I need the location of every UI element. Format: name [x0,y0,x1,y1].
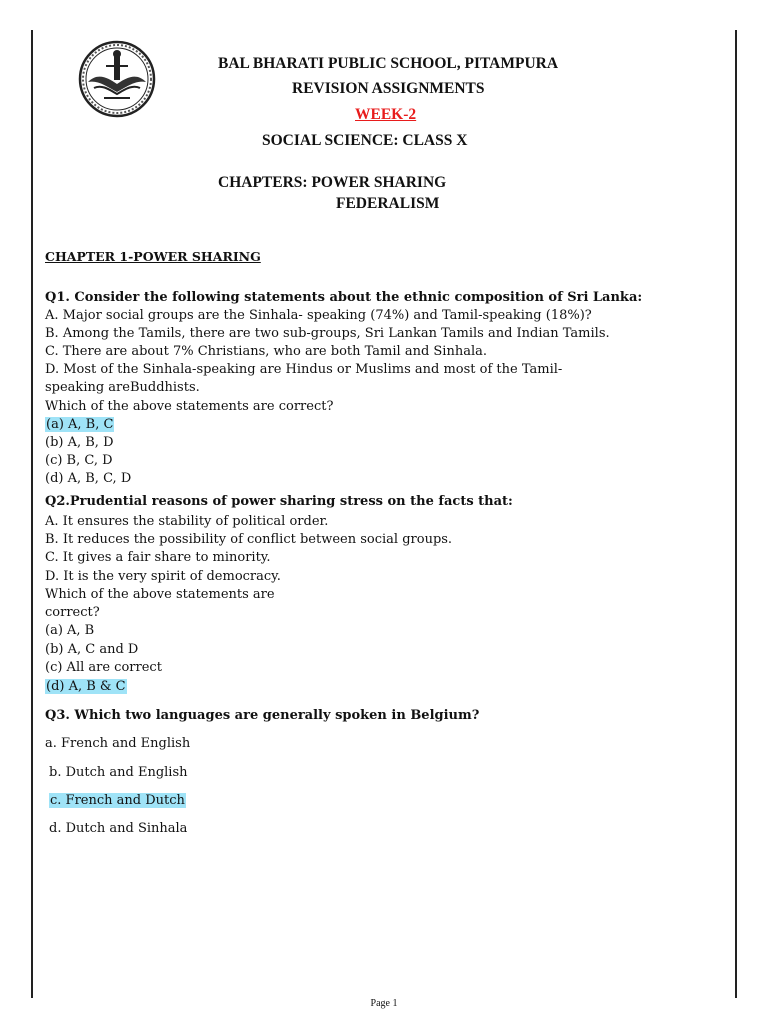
q3-option-c [49,792,186,810]
q2-prompt-line-2: correct? [45,605,100,620]
q1-statement: speaking areBuddhists. [45,380,200,395]
q1-question: Q1. Consider the following statements about the ethnic composition of Sri Lanka: [45,290,643,305]
q2-statement: B. It reduces the possibility of conflict between social groups. [45,532,453,547]
q3-option-a: a. French and English [45,736,191,751]
school-name: BAL BHARATI PUBLIC SCHOOL, PITAMPURA [218,55,559,72]
q1-option-a [45,416,114,434]
q1-statement: D. Most of the Sinhala-speaking are Hindus or Muslims and most of the Tamil- [45,362,563,377]
q1-statement: C. There are about 7% Christians, who are both Tamil and Sinhala. [45,344,487,359]
q2-option-a: (a) A, B [45,623,95,638]
q2-prompt-line-1: Which of the above statements are [45,587,275,602]
page-border-left [31,30,33,998]
q2-statement: C. It gives a fair share to minority. [45,550,271,565]
q2-question: Q2.Prudential reasons of power sharing stress on the facts that: [45,494,513,509]
answer-highlight: (d) A, B & C [46,679,126,694]
assignment-title: REVISION ASSIGNMENTS [292,80,485,97]
q3-question: Q3. Which two languages are generally spoken in Belgium? [45,708,480,723]
chapters-line-2: FEDERALISM [336,195,440,212]
answer-highlight: (a) A, B, C [46,417,114,432]
q3-option-b: b. Dutch and English [49,765,188,780]
q2-statement: A. It ensures the stability of political order. [45,514,329,529]
q2-statement: D. It is the very spirit of democracy. [45,569,281,584]
q1-option-b: (b) A, B, D [45,435,114,450]
q3-option-d: d. Dutch and Sinhala [49,821,188,836]
subject-label: SOCIAL SCIENCE: CLASS X [262,132,468,149]
chapter-heading: CHAPTER 1-POWER SHARING [45,249,261,264]
chapters-line-1: CHAPTERS: POWER SHARING [218,174,447,191]
q1-statement: B. Among the Tamils, there are two sub-groups, Sri Lankan Tamils and Indian Tamils. [45,326,610,341]
q1-statement: A. Major social groups are the Sinhala- speaking (74%) and Tamil-speaking (18%)? [45,308,592,323]
answer-highlight: c. French and Dutch [50,793,185,808]
q2-option-b: (b) A, C and D [45,642,139,657]
school-logo-icon [76,38,158,120]
week-label: WEEK-2 [355,106,417,123]
page-border-right [735,30,737,998]
page-number: Page 1 [370,998,398,1009]
q1-option-c: (c) B, C, D [45,453,113,468]
q2-option-d [45,678,127,696]
q1-option-d: (d) A, B, C, D [45,471,132,486]
q1-prompt: Which of the above statements are correct? [45,399,334,414]
q2-option-c: (c) All are correct [45,660,162,675]
